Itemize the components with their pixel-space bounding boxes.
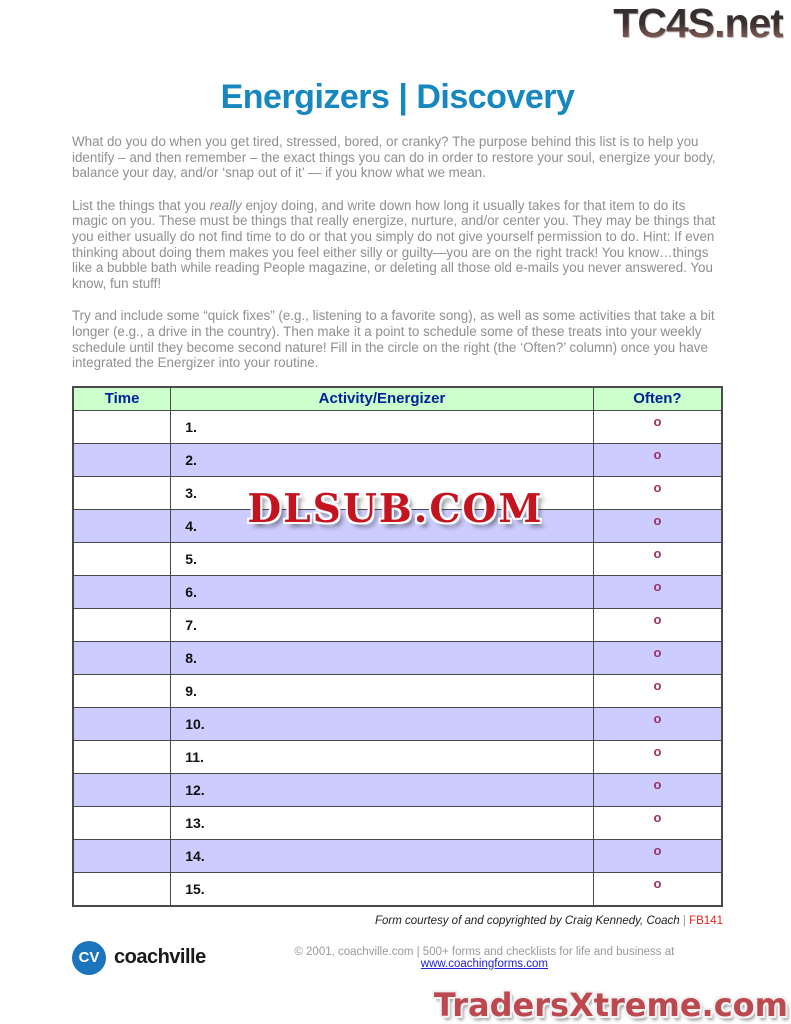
time-cell	[73, 708, 171, 741]
row-number: 13.	[171, 807, 594, 840]
intro-paragraph: What do you do when you get tired, stressed, bored, or cranky? The purpose behind this list is to help you identify – and then remember – the exact things you can do in order to restore your soul, energize your body, balance your day, and/or ‘snap out of it’ — if you know what we mean.	[72, 134, 716, 181]
table-row	[73, 708, 722, 741]
copyright-line	[206, 946, 723, 970]
table-row	[73, 807, 722, 840]
column-header-time: Time	[73, 387, 171, 411]
table-row	[73, 642, 722, 675]
instructions-paragraph	[72, 198, 723, 292]
row-number: 5.	[171, 543, 594, 576]
row-number: 15.	[171, 873, 594, 906]
table-row	[73, 444, 722, 477]
coachingforms-link[interactable]: www.coachingforms.com	[420, 957, 548, 970]
table-row	[73, 609, 722, 642]
instructions-text-end: enjoy doing, and write down how long it usually takes for that item to do its magic on you. These must be things that really energize, nurture, and/or center you. They may be things that you either usually do not find time to do or that you simply do not give yourself permission to do. Hint: If even thinking about doing them makes you feel either silly or guilty—you are on the right track! You know…things like a bubble bath while reading People magazine, or deleting all those old e-mails you never answered. You know, fun stuff!	[72, 197, 716, 291]
row-number: 12.	[171, 774, 594, 807]
time-cell	[73, 840, 171, 873]
time-cell	[73, 609, 171, 642]
courtesy-line	[72, 915, 723, 927]
copyright-text: © 2001, coachville.com | 500+ forms and checklists for life and business at	[294, 945, 675, 958]
table-row	[73, 576, 722, 609]
often-marker: o	[593, 444, 722, 477]
coachville-logo	[72, 941, 206, 975]
column-header-activity: Activity/Energizer	[171, 387, 594, 411]
often-marker: o	[593, 411, 722, 444]
often-marker: o	[593, 675, 722, 708]
courtesy-text: Form courtesy of and copyrighted by Craig Kennedy, Coach	[375, 914, 680, 927]
often-marker: o	[593, 873, 722, 906]
table-row	[73, 411, 722, 444]
time-cell	[73, 510, 171, 543]
coachville-logo-text: coachville	[114, 946, 206, 969]
time-cell	[73, 675, 171, 708]
form-code: FB141	[689, 914, 723, 927]
often-marker: o	[593, 774, 722, 807]
often-marker: o	[593, 576, 722, 609]
table-row	[73, 741, 722, 774]
table-row	[73, 543, 722, 576]
row-number: 2.	[171, 444, 594, 477]
time-cell	[73, 576, 171, 609]
table-row	[73, 675, 722, 708]
footer	[72, 941, 723, 975]
cv-logo-icon: CV	[72, 941, 106, 975]
table-row	[73, 873, 722, 906]
energizer-table	[72, 386, 723, 907]
row-number: 10.	[171, 708, 594, 741]
often-marker: o	[593, 642, 722, 675]
tc4s-watermark: TC4S.net	[613, 0, 783, 46]
row-number: 9.	[171, 675, 594, 708]
row-number: 14.	[171, 840, 594, 873]
dlsub-watermark: DLSUB.COM	[247, 486, 544, 532]
row-number: 6.	[171, 576, 594, 609]
row-number: 1.	[171, 411, 594, 444]
often-marker: o	[593, 807, 722, 840]
table-row	[73, 840, 722, 873]
time-cell	[73, 444, 171, 477]
often-marker: o	[593, 708, 722, 741]
time-cell	[73, 741, 171, 774]
time-cell	[73, 774, 171, 807]
often-marker: o	[593, 510, 722, 543]
row-number: 3.	[171, 477, 594, 510]
instructions-text-italic: really	[209, 197, 242, 213]
often-marker: o	[593, 840, 722, 873]
often-marker: o	[593, 741, 722, 774]
row-number: 7.	[171, 609, 594, 642]
time-cell	[73, 543, 171, 576]
page-title: Energizers | Discovery	[220, 78, 575, 116]
column-header-often: Often?	[593, 387, 722, 411]
time-cell	[73, 411, 171, 444]
tradersxtreme-watermark: TradersXtreme.com	[433, 986, 788, 1024]
table-header-row	[73, 387, 722, 411]
time-cell	[73, 477, 171, 510]
instructions-text-start: List the things that you	[72, 197, 210, 213]
table-row	[73, 774, 722, 807]
often-marker: o	[593, 477, 722, 510]
courtesy-separator: |	[682, 914, 686, 927]
tips-paragraph: Try and include some “quick fixes” (e.g., listening to a favorite song), as well as some activities that take a bit longer (e.g., a drive in the country). Then make it a point to schedule some of these treats into your weekly schedule until they become second nature! Fill in the circle on the right (the ‘Often?’ column) once you have integrated the Energizer into your routine.	[72, 308, 715, 371]
row-number: 8.	[171, 642, 594, 675]
row-number: 11.	[171, 741, 594, 774]
time-cell	[73, 642, 171, 675]
often-marker: o	[593, 609, 722, 642]
row-number: 4.	[171, 510, 594, 543]
time-cell	[73, 873, 171, 906]
time-cell	[73, 807, 171, 840]
often-marker: o	[593, 543, 722, 576]
